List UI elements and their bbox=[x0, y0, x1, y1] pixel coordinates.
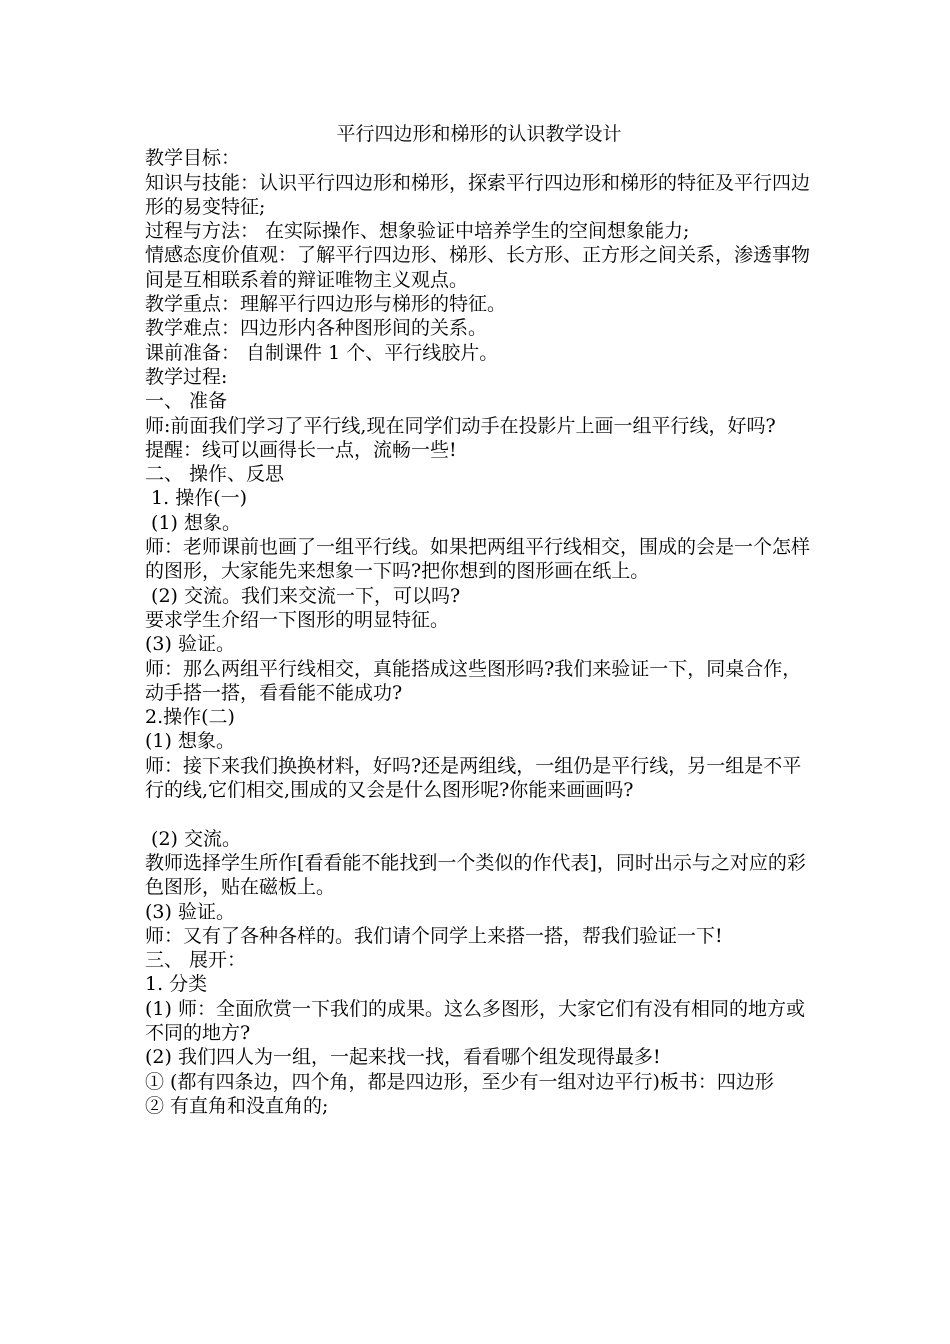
paragraph: 教学目标： bbox=[145, 147, 241, 170]
paragraph: 师:前面我们学习了平行线,现在同学们动手在投影片上画一组平行线，好吗? bbox=[145, 414, 776, 437]
paragraph: 师：接下来我们换换材料，好吗?还是两组线，一组仍是平行线，另一组是不平行的线,它们相交,围成的又会是什么图形呢?你能来画画吗? bbox=[145, 754, 802, 802]
paragraph: (3) 验证。 bbox=[145, 633, 235, 656]
paragraph: 师：老师课前也画了一组平行线。如果把两组平行线相交，围成的会是一个怎样的图形，大家能先来想象一下吗?把你想到的图形画在纸上。 bbox=[145, 536, 811, 583]
paragraph: 师：那么两组平行线相交，真能搭成这些图形吗?我们来验证一下，同桌合作，动手搭一搭，看看能不能成功? bbox=[145, 657, 802, 704]
document-body bbox=[145, 122, 813, 1118]
paragraph: (2) 我们四人为一组，一起来找一找，看看哪个组发现得最多! bbox=[145, 1046, 661, 1069]
paragraph: 教师选择学生所作[看看能不能找到一个类似的作代表]，同时出示与之对应的彩色图形，贴在磁板上。 bbox=[145, 851, 806, 899]
paragraph: (3) 验证。 bbox=[145, 900, 235, 923]
paragraph: (1) 师：全面欣赏一下我们的成果。这么多图形，大家它们有没有相同的地方或不同的地方? bbox=[145, 997, 805, 1044]
paragraph: 课前准备： 自制课件 1 个、平行线胶片。 bbox=[145, 341, 499, 364]
paragraph-list bbox=[145, 146, 813, 1118]
paragraph: 教学过程: bbox=[145, 365, 228, 388]
paragraph: 教学重点：理解平行四边形与梯形的特征。 bbox=[145, 293, 507, 316]
paragraph: ② 有直角和没直角的; bbox=[145, 1094, 329, 1117]
paragraph: 过程与方法： 在实际操作、想象验证中培养学生的空间想象能力; bbox=[145, 220, 690, 243]
paragraph: 教学难点：四边形内各种图形间的关系。 bbox=[145, 317, 488, 340]
paragraph: 要求学生介绍一下图形的明显特征。 bbox=[145, 608, 450, 631]
paragraph: 三、 展开： bbox=[145, 949, 247, 972]
paragraph: (2) 交流。我们来交流一下，可以吗? bbox=[145, 584, 461, 607]
paragraph: 1. 操作(一) bbox=[145, 487, 248, 510]
paragraph bbox=[145, 802, 813, 826]
paragraph: 二、 操作、反思 bbox=[145, 463, 285, 486]
document-title: 平行四边形和梯形的认识教学设计 bbox=[336, 123, 622, 145]
paragraph: 提醒：线可以画得长一点，流畅一些! bbox=[145, 438, 457, 461]
paragraph: ① (都有四条边，四个角，都是四边形，至少有一组对边平行)板书：四边形 bbox=[145, 1070, 774, 1093]
paragraph: 一、 准备 bbox=[145, 390, 228, 413]
paragraph: (2) 交流。 bbox=[145, 827, 242, 850]
paragraph: (1) 想象。 bbox=[145, 730, 235, 753]
paragraph: 情感态度价值观：了解平行四边形、梯形、长方形、正方形之间关系，渗透事物间是互相联系着的辩证唯物主义观点。 bbox=[145, 244, 811, 291]
paragraph: 知识与技能：认识平行四边形和梯形，探索平行四边形和梯形的特征及平行四边形的易变特征; bbox=[145, 171, 811, 218]
paragraph: 2.操作(二) bbox=[145, 706, 235, 729]
paragraph: 1. 分类 bbox=[145, 973, 208, 996]
paragraph: (1) 想象。 bbox=[145, 511, 242, 534]
paragraph: 师：又有了各种各样的。我们请个同学上来搭一搭，帮我们验证一下! bbox=[145, 924, 723, 947]
